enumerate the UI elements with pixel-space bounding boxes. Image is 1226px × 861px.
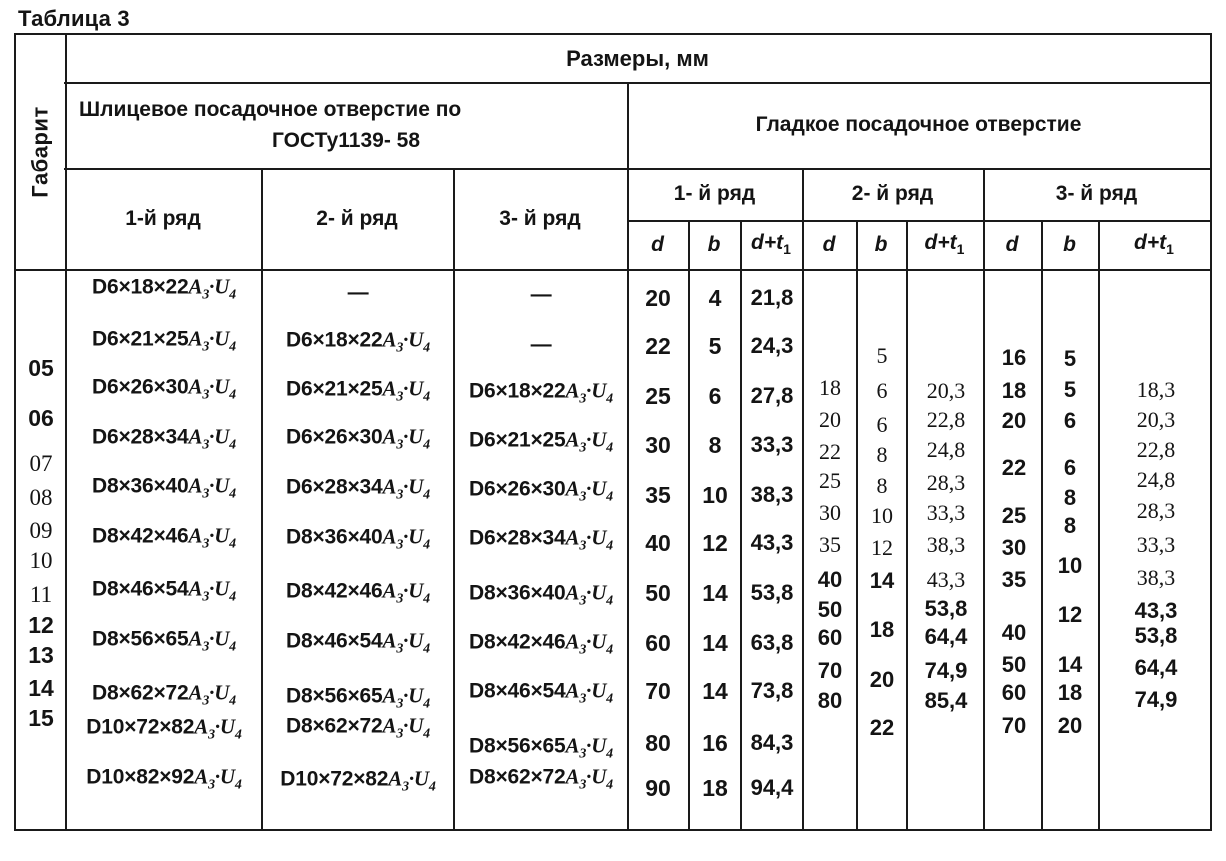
gabarit-value: 07 [29,451,53,476]
smooth1-b-value: 4 [708,285,722,311]
spline-col1-value: $D8\times 56\times 65A_3\cdot U_4$ [92,626,236,655]
smooth3-b-value: 5 [1063,346,1077,371]
smooth1-d-value: 20 [645,285,671,311]
col-dt-header [1098,220,1210,269]
spline-col3-value: $D8\times 56\times 65A_3\cdot U_4$ [469,733,613,762]
spline-series-3-label: 3- й ряд [499,206,581,230]
spline-bore-title-line2: ГОСТу1139- 58 [271,129,421,152]
smooth3-dt-value: 53,8 [1134,623,1178,648]
spline-col3-value: $D8\times 42\times 46A_3\cdot U_4$ [469,629,613,658]
smooth3-d-value: 35 [1001,567,1027,592]
spline-col1-value: $D6\times 26\times 30A_3\cdot U_4$ [92,374,236,403]
spline-series-2-header [261,168,453,269]
smooth1-b-value: 18 [702,775,728,801]
smooth2-b-value: 14 [869,568,895,593]
gabarit-value: 15 [28,705,54,731]
spline-col1-value: $D6\times 18\times 22A_3\cdot U_4$ [92,274,236,303]
col-d-header [627,220,688,269]
sizes-header-cell [65,35,1210,82]
gabarit-header-cell [16,35,65,269]
spline-col2-value: $D6\times 21\times 25A_3\cdot U_4$ [286,376,430,405]
spline-col3-value: $D8\times 36\times 40A_3\cdot U_4$ [469,580,613,609]
smooth-series-3-label: 3- й ряд [1055,182,1138,205]
smooth3-dt-value: 33,3 [1136,532,1176,557]
smooth1-d-value: 30 [645,432,671,458]
smooth2-dt-value: 64,4 [924,624,968,649]
smooth3-b-value: 6 [1063,455,1077,480]
spline-col3-value: $D6\times 28\times 34A_3\cdot U_4$ [469,525,613,554]
spline-bore-header-cell [65,82,627,168]
smooth-series-2-header [802,168,983,220]
smooth2-d-value: 30 [819,500,841,525]
gabarit-value: 10 [29,548,53,573]
spline-col3-value: $D6\times 26\times 30A_3\cdot U_4$ [469,476,613,505]
spline-col3-value: — [530,283,552,306]
spline-col2-value: $D6\times 26\times 30A_3\cdot U_4$ [286,424,430,453]
smooth2-dt-value: 74,9 [924,658,968,683]
smooth1-b-value: 16 [702,730,728,756]
smooth2-dt-value: 24,8 [926,437,966,462]
smooth2-d-value: 18 [819,375,841,400]
smooth1-b-value: 6 [708,383,722,409]
b-label: b [707,232,721,256]
gabarit-value: 13 [28,642,54,668]
spline-col2-value: $D8\times 42\times 46A_3\cdot U_4$ [286,578,430,607]
gabarit-value: 11 [29,582,53,607]
spline-col3-value: — [530,333,552,356]
smooth2-dt-value: 20,3 [926,378,966,403]
spline-series-1-label: 1-й ряд [125,206,201,230]
dt-label: $d+t_1$ [924,231,965,258]
smooth3-b-value: 5 [1063,377,1077,402]
smooth1-dt-value: 33,3 [750,432,794,457]
smooth1-b-value: 14 [702,630,728,656]
d-label: d [651,232,664,256]
dt-label: $d+t_1$ [751,231,791,258]
smooth3-dt-value: 24,8 [1136,467,1176,492]
smooth1-b-value: 5 [708,333,722,359]
smooth2-b-value: 20 [869,667,895,692]
smooth1-dt-value: 73,8 [750,678,794,703]
smooth2-d-value: 20 [819,407,841,432]
smooth3-b-value: 14 [1057,652,1083,677]
smooth2-b-value: 8 [876,473,888,498]
smooth2-b-value: 8 [876,442,888,467]
smooth1-d-value: 90 [645,775,671,801]
gabarit-value: 08 [29,485,53,510]
smooth2-b-value: 12 [871,535,893,560]
smooth3-d-value: 60 [1001,680,1027,705]
spline-col2-value: $D6\times 18\times 22A_3\cdot U_4$ [286,327,430,356]
d-label: d [1005,232,1019,256]
smooth2-b-value: 5 [876,343,888,368]
smooth1-dt-value: 24,3 [750,333,794,358]
col-dt-header [906,220,983,269]
col-b-header [856,220,906,269]
col-d-header [802,220,856,269]
smooth1-d-value: 60 [645,630,671,656]
smooth2-d-value: 70 [817,658,843,683]
smooth2-b-value: 10 [871,503,893,528]
spline-col3-value: $D6\times 21\times 25A_3\cdot U_4$ [469,427,613,456]
smooth2-dt-value: 38,3 [926,532,966,557]
smooth3-d-value: 16 [1001,345,1027,370]
smooth3-d-value: 30 [1001,535,1027,560]
smooth2-dt-value: 85,4 [924,688,968,713]
gabarit-value: 05 [28,355,54,381]
sizes-header-label: Размеры, мм [566,45,709,71]
smooth2-dt-value: 53,8 [924,596,968,621]
gabarit-value: 06 [28,405,54,431]
smooth2-d-value: 50 [817,597,843,622]
smooth2-d-value: 80 [817,688,843,713]
smooth1-d-value: 22 [645,333,671,359]
smooth3-b-value: 8 [1063,485,1077,510]
gabarit-header-label: Габарит [27,106,53,198]
col-dt-header [740,220,802,269]
spline-series-1-header [65,168,261,269]
smooth1-d-value: 35 [645,482,671,508]
smooth2-d-value: 60 [817,625,843,650]
b-label: b [874,232,888,256]
spline-col1-value: $D8\times 36\times 40A_3\cdot U_4$ [92,473,236,502]
spline-col2-value: $D6\times 28\times 34A_3\cdot U_4$ [286,474,430,503]
spline-bore-title-line1: Шлицевое посадочное отверстие по [79,98,462,121]
gabarit-value: 12 [28,612,54,638]
smooth1-b-value: 14 [702,678,728,704]
smooth2-d-value: 25 [819,468,841,493]
spline-col2-value: $D8\times 36\times 40A_3\cdot U_4$ [286,524,430,553]
smooth1-dt-value: 38,3 [750,482,794,507]
spline-col1-value: $D6\times 28\times 34A_3\cdot U_4$ [92,424,236,453]
spline-col3-value: $D6\times 18\times 22A_3\cdot U_4$ [469,378,613,407]
spline-col1-value: $D6\times 21\times 25A_3\cdot U_4$ [92,326,236,355]
smooth3-dt-value: 38,3 [1136,565,1176,590]
smooth3-b-value: 18 [1057,680,1083,705]
smooth2-d-value: 40 [817,567,843,592]
spline-col1-value: $D10\times 72\times 82A_3\cdot U_4$ [86,714,242,743]
smooth3-d-value: 22 [1001,455,1027,480]
smooth3-b-value: 12 [1057,602,1083,627]
smooth2-dt-value: 22,8 [926,407,966,432]
smooth3-d-value: 50 [1001,652,1027,677]
smooth3-dt-value: 43,3 [1134,598,1178,623]
smooth1-d-value: 40 [645,530,671,556]
smooth2-dt-value: 28,3 [926,470,966,495]
smooth-bore-header-cell [627,82,1210,168]
smooth2-dt-value: 43,3 [926,567,966,592]
gabarit-value: 09 [29,518,53,543]
smooth1-dt-value: 94,4 [750,775,794,800]
spline-col1-value: $D8\times 62\times 72A_3\cdot U_4$ [92,680,236,709]
smooth1-b-value: 14 [702,580,728,606]
col-b-header [1041,220,1098,269]
smooth1-dt-value: 63,8 [750,630,794,655]
smooth3-dt-value: 64,4 [1134,655,1178,680]
spline-col1-value: $D8\times 42\times 46A_3\cdot U_4$ [92,523,236,552]
smooth1-d-value: 50 [645,580,671,606]
smooth1-dt-value: 84,3 [750,730,794,755]
spline-col2-value: $D10\times 72\times 82A_3\cdot U_4$ [280,766,436,795]
b-label: b [1063,232,1076,256]
dt-label: $d+t_1$ [1134,231,1174,258]
smooth3-d-value: 20 [1001,408,1027,433]
table-title: Таблица 3 [18,6,130,31]
smooth2-d-value: 22 [819,439,841,464]
spline-col3-value: $D8\times 46\times 54A_3\cdot U_4$ [469,678,613,707]
smooth-series-2-label: 2- й ряд [851,182,934,205]
spline-col2-value: $D8\times 62\times 72A_3\cdot U_4$ [286,713,430,742]
smooth1-d-value: 70 [645,678,671,704]
smooth2-b-value: 22 [869,715,895,740]
smooth3-dt-value: 20,3 [1136,407,1176,432]
smooth1-b-value: 8 [708,432,722,458]
spline-col1-value: $D8\times 46\times 54A_3\cdot U_4$ [92,576,236,605]
smooth3-d-value: 25 [1001,503,1027,528]
spline-col1-value: $D10\times 82\times 92A_3\cdot U_4$ [86,764,242,793]
smooth3-d-value: 40 [1001,620,1027,645]
spline-col3-value: $D8\times 62\times 72A_3\cdot U_4$ [469,764,613,793]
smooth-series-3-header [983,168,1210,220]
smooth2-b-value: 6 [876,412,888,437]
smooth-bore-title: Гладкое посадочное отверстие [755,113,1082,136]
table-body [16,269,1210,829]
smooth2-dt-value: 33,3 [926,500,966,525]
smooth1-b-value: 12 [702,530,728,556]
smooth3-dt-value: 18,3 [1136,377,1176,402]
smooth3-dt-value: 22,8 [1136,437,1176,462]
col-d-header [983,220,1041,269]
smooth3-d-value: 70 [1001,713,1027,738]
smooth-series-1-label: 1- й ряд [673,182,756,205]
smooth1-dt-value: 27,8 [750,383,794,408]
smooth1-dt-value: 53,8 [750,580,794,605]
smooth1-d-value: 80 [645,730,671,756]
smooth2-d-value: 35 [819,532,841,557]
smooth3-b-value: 8 [1063,513,1077,538]
smooth3-b-value: 10 [1057,553,1083,578]
spline-series-3-header [453,168,627,269]
gabarit-value: 14 [28,675,54,701]
spline-series-2-label: 2- й ряд [316,206,398,230]
smooth3-b-value: 6 [1063,408,1077,433]
dimensions-table [14,33,1212,831]
smooth3-d-value: 18 [1001,378,1027,403]
smooth-series-1-header [627,168,802,220]
d-label: d [822,232,836,256]
smooth1-b-value: 10 [702,482,728,508]
smooth1-dt-value: 43,3 [750,530,794,555]
spline-col2-value: $D8\times 56\times 65A_3\cdot U_4$ [286,683,430,712]
spline-col2-value: $D8\times 46\times 54A_3\cdot U_4$ [286,628,430,657]
smooth3-b-value: 20 [1057,713,1083,738]
smooth1-dt-value: 21,8 [750,285,794,310]
col-b-header [688,220,740,269]
smooth2-b-value: 18 [869,617,895,642]
smooth3-dt-value: 28,3 [1136,498,1176,523]
smooth2-b-value: 6 [876,378,888,403]
smooth1-d-value: 25 [645,383,671,409]
smooth3-dt-value: 74,9 [1134,687,1178,712]
spline-col2-value: — [347,281,369,304]
